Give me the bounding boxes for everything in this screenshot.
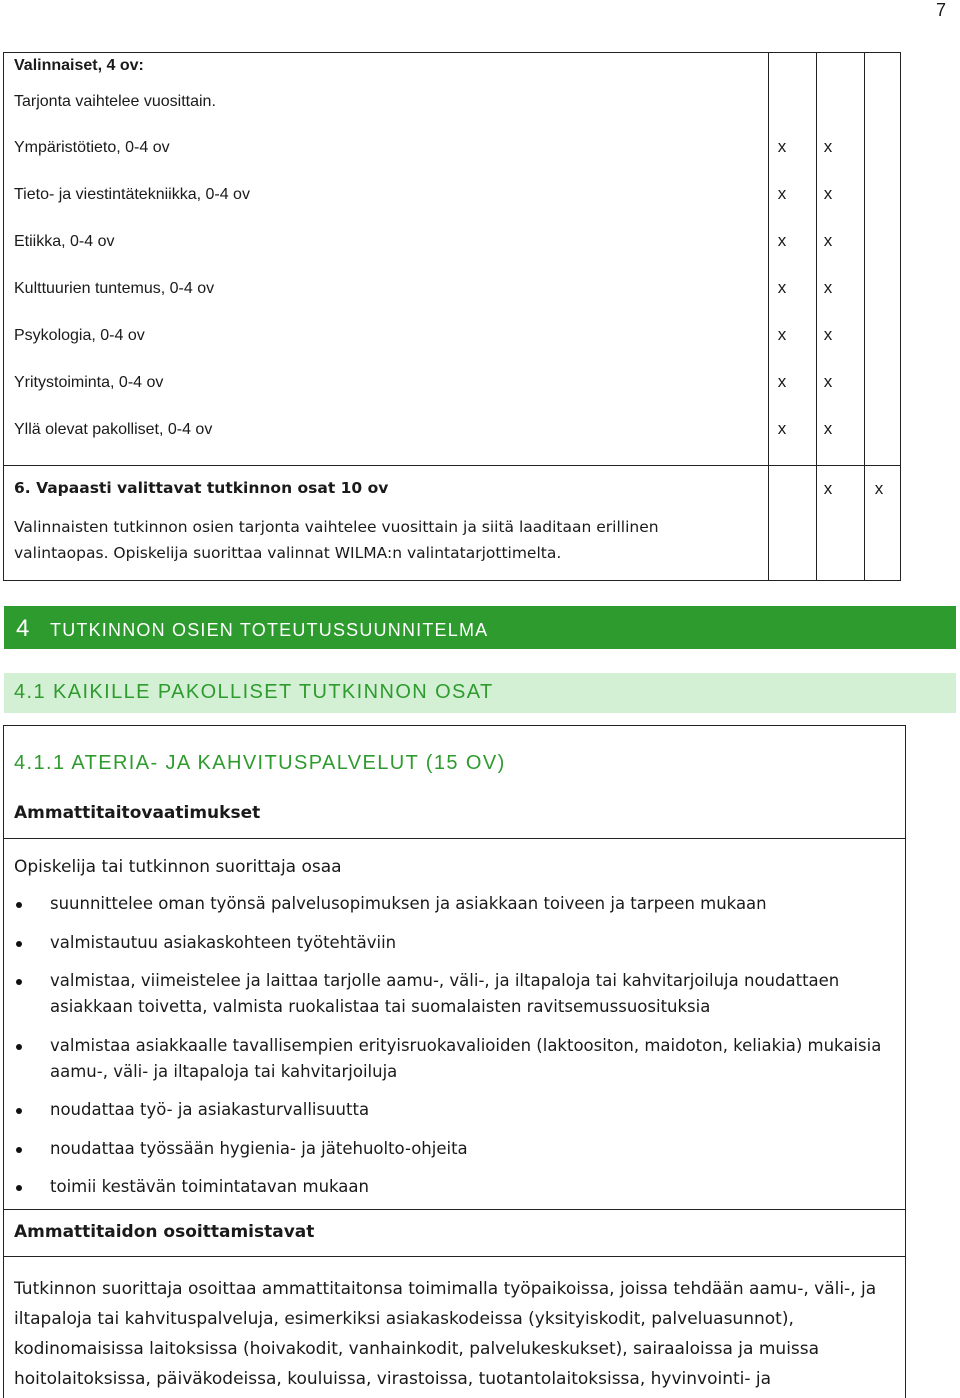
list-item: toimii kestävän toimintatavan mukaan: [4, 1174, 884, 1200]
row-divider: [4, 838, 905, 839]
row-divider: [4, 465, 900, 466]
table-mark: x: [874, 479, 884, 498]
page-number: 7: [935, 0, 946, 20]
table-mark: x: [823, 231, 833, 250]
table-mark: x: [777, 137, 787, 156]
bullet-icon: [16, 1108, 22, 1114]
table-row-label: Ympäristötieto, 0-4 ov: [14, 139, 170, 156]
table-mark: x: [823, 372, 833, 391]
table-mark: x: [823, 419, 833, 438]
requirements-intro: Opiskelija tai tutkinnon suorittaja osaa: [14, 857, 342, 877]
table-mark: x: [823, 325, 833, 344]
free-choice-title: 6. Vapaasti valittavat tutkinnon osat 10 ov: [14, 479, 389, 497]
list-item: noudattaa työ- ja asiakasturvallisuutta: [4, 1097, 884, 1123]
section-4-1-1-title: 4.1.1 ATERIA- JA KAHVITUSPALVELUT (15 OV): [14, 752, 506, 774]
programme-table: [3, 52, 901, 581]
table-mark: x: [777, 372, 787, 391]
section-4-1-heading: [4, 673, 956, 713]
table-row-label: Etiikka, 0-4 ov: [14, 233, 115, 250]
section-4-heading: [4, 606, 956, 649]
table-mark: x: [777, 231, 787, 250]
section-title: 4.1 KAIKILLE PAKOLLISET TUTKINNON OSAT: [14, 681, 494, 703]
column-divider: [768, 53, 769, 580]
column-divider: [816, 53, 817, 580]
requirements-heading: Ammattitaitovaatimukset: [14, 803, 261, 823]
table-row-label: Yritystoiminta, 0-4 ov: [14, 374, 164, 391]
table-mark: x: [777, 184, 787, 203]
row-divider: [4, 1256, 905, 1257]
requirements-list: [4, 891, 884, 1213]
table-row-label: Yllä olevat pakolliset, 0-4 ov: [14, 421, 213, 438]
column-divider: [864, 53, 865, 580]
table-mark: x: [823, 479, 833, 498]
bullet-icon: [16, 1185, 22, 1191]
table-row-label: Kulttuurien tuntemus, 0-4 ov: [14, 280, 215, 297]
demonstration-text: Tutkinnon suorittaja osoittaa ammattitaitonsa toimimalla työpaikoissa, joissa tehdään aamu-, väli-, ja iltapaloja tai kahvituspalveluja, esimerkiksi asiakaskodeissa (yksityiskodit, palveluasunnot), kodinomaisissa laitoksissa (hoivakodit, vanhainkodit, palvelukeskukset), sairaaloissa ja muissa hoitolaitoksissa, päiväkodeissa, kouluissa, virastoissa, tuotantolaitoksissa, hyvinvointi- ja: [14, 1279, 877, 1389]
list-item: valmistautuu asiakaskohteen työtehtäviin: [4, 930, 884, 956]
section-4-1-1-box: [3, 725, 906, 1398]
table-mark: x: [777, 419, 787, 438]
bullet-icon: [16, 1147, 22, 1153]
list-item: suunnittelee oman työnsä palvelusopimuksen ja asiakkaan toiveen ja tarpeen mukaan: [4, 891, 884, 917]
section-number: 4: [16, 615, 30, 642]
list-item: valmistaa asiakkaalle tavallisempien erityisruokavalioiden (laktoositon, maidoton, keliakia) mukaisia aamu-, väli- ja iltapaloja tai kahvitarjoiluja: [4, 1033, 884, 1085]
electives-title: Valinnaiset, 4 ov:: [14, 57, 144, 74]
table-row-label: Psykologia, 0-4 ov: [14, 327, 145, 344]
table-mark: x: [823, 278, 833, 297]
table-mark: x: [777, 325, 787, 344]
row-divider: [4, 1209, 905, 1210]
demonstration-heading: Ammattitaidon osoittamistavat: [14, 1222, 315, 1242]
list-item: valmistaa, viimeistelee ja laittaa tarjolle aamu-, väli-, ja iltapaloja tai kahvitarjoiluja noudattaen asiakkaan toivetta, valmista ruokalistaa tai suomalaisten ravitsemussuosituksia: [4, 968, 884, 1020]
list-item: noudattaa työssään hygienia- ja jätehuolto-ohjeita: [4, 1136, 884, 1162]
electives-note: Tarjonta vaihtelee vuosittain.: [14, 93, 216, 110]
bullet-icon: [16, 979, 22, 985]
table-mark: x: [823, 184, 833, 203]
free-choice-description: Valinnaisten tutkinnon osien tarjonta vaihtelee vuosittain ja siitä laaditaan erillinen valintaopas. Opiskelija suorittaa valinnat WILMA:n valintatarjottimelta.: [14, 518, 659, 562]
bullet-icon: [16, 1044, 22, 1050]
table-row-label: Tieto- ja viestintätekniikka, 0-4 ov: [14, 186, 250, 203]
table-mark: x: [777, 278, 787, 297]
bullet-icon: [16, 941, 22, 947]
section-title: TUTKINNON OSIEN TOTEUTUSSUUNNITELMA: [50, 620, 489, 640]
table-mark: x: [823, 137, 833, 156]
bullet-icon: [16, 902, 22, 908]
